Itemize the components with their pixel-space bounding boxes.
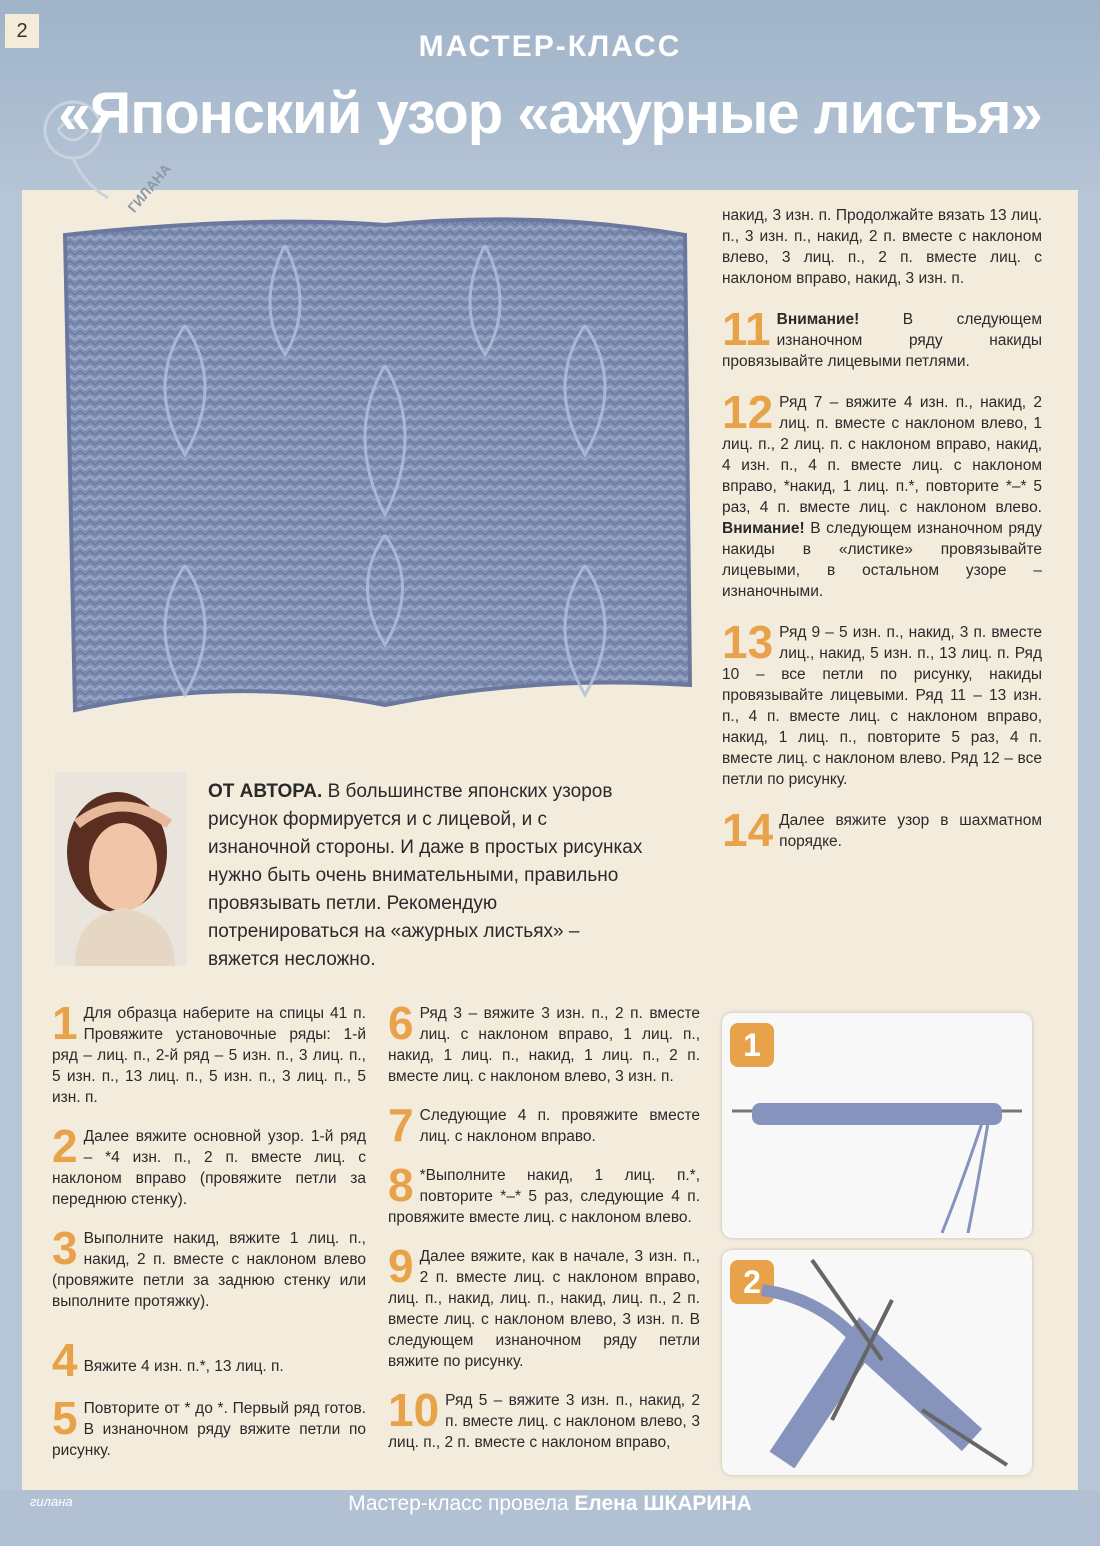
step-number: 14 bbox=[722, 804, 774, 856]
step-text: Выполните накид, вяжите 1 лиц. п., накид, 2 п. вместе с наклоном влево (провяжите петли за заднюю стенку или выполните протяжку). bbox=[52, 1230, 366, 1310]
page-title: «Японский узор «ажурные листья» bbox=[58, 81, 1042, 146]
step-13 bbox=[722, 616, 1042, 790]
author-text: В большинстве японских узоров рисунок формируется и с лицевой, и с изнаночной стороны. И даже в простых рисунках нужно быть очень внимательными, правильно провязывать петли. Рекомендую потренироваться на «ажурных листьях» – вяжется несложно. bbox=[208, 781, 643, 970]
step-9 bbox=[388, 1246, 700, 1372]
step-text: Далее вяжите узор в шахматном порядке. bbox=[779, 812, 1042, 850]
left-border bbox=[0, 190, 22, 1490]
step-5 bbox=[52, 1398, 366, 1461]
needles-knitting-image bbox=[722, 1250, 1032, 1475]
step-text: Далее вяжите, как в начале, 3 изн. п., 2 п. вместе лиц. с наклоном вправо, лиц. п., накид, лиц. п., накид, лиц. п., 2 п. вместе лиц. с наклоном влево, 3 изн. п. В следующем изнаночном ряду петли вяжите по рисунку. bbox=[388, 1248, 700, 1370]
page-number: 2 bbox=[5, 14, 39, 48]
steps-column-a bbox=[52, 1003, 366, 1479]
step-number: 8 bbox=[388, 1165, 414, 1211]
step-14 bbox=[722, 804, 1042, 856]
footer-logo: гилана bbox=[30, 1494, 73, 1509]
right-border bbox=[1078, 190, 1100, 1490]
step-text: Далее вяжите основной узор. 1-й ряд – *4 изн. п., 2 п. вместе лиц. с наклоном вправо (провяжите петли за переднюю стенку). bbox=[52, 1128, 366, 1208]
step-text: Следующие 4 п. провяжите вместе лиц. с наклоном вправо. bbox=[419, 1107, 700, 1145]
step-number: 12 bbox=[722, 386, 774, 438]
step-number: 1 bbox=[52, 1003, 78, 1049]
footer-prefix: Мастер-класс провела bbox=[348, 1492, 575, 1515]
step-10-continuation: накид, 3 изн. п. Продолжайте вязать 13 лиц. п., 3 изн. п., накид, 2 п. вместе с наклоном влево, 3 лиц. п., 2 п. вместе лиц. с наклоном вправо, накид, 3 изн. п. bbox=[722, 207, 1042, 287]
photo-number: 2 bbox=[730, 1260, 774, 1304]
step-text: Повторите от * до *. Первый ряд готов. В изнаночном ряду вяжите петли по рисунку. bbox=[52, 1400, 366, 1459]
step-photo-2 bbox=[722, 1250, 1032, 1475]
step-12 bbox=[722, 386, 1042, 602]
step-text: Ряд 9 – 5 изн. п., накид, 3 п. вместе лиц., накид, 5 изн. п., 13 лиц. п. Ряд 10 – все петли по рисунку, накиды провязывайте лицевыми. Ряд 11 – 13 изн. п., 4 п. вместе лиц. с наклоном вправо, накид, 1 лиц. п., повторите 5 раз, 4 п. вместе лиц. с наклоном влево. Ряд 12 – все петли по рисунку. bbox=[722, 624, 1042, 788]
step-photo-1 bbox=[722, 1013, 1032, 1238]
footer-credit bbox=[0, 1492, 1100, 1516]
step-8 bbox=[388, 1165, 700, 1228]
step-text: *Выполните накид, 1 лиц. п.*, повторите *–* 5 раз, следующие 4 п. провяжите вместе лиц. с наклоном влево. bbox=[388, 1167, 700, 1226]
step-number: 9 bbox=[388, 1246, 414, 1292]
author-note bbox=[208, 778, 648, 974]
step-2 bbox=[52, 1126, 366, 1210]
step-11 bbox=[722, 303, 1042, 372]
watermark-text: ГИЛАНА bbox=[124, 160, 174, 216]
step-number: 5 bbox=[52, 1398, 78, 1444]
step-1 bbox=[52, 1003, 366, 1108]
photo-number: 1 bbox=[730, 1023, 774, 1067]
step-number: 4 bbox=[52, 1340, 78, 1380]
step-text: Вяжите 4 изн. п.*, 13 лиц. п. bbox=[83, 1358, 284, 1375]
knitted-swatch-image bbox=[55, 205, 695, 725]
author-label: ОТ АВТОРА. bbox=[208, 781, 323, 802]
kicker: МАСТЕР-КЛАСС bbox=[418, 30, 682, 63]
step-text: В следующем изнаночном ряду накиды провязывайте лицевыми петлями. bbox=[722, 311, 1042, 370]
step-text: Ряд 3 – вяжите 3 изн. п., 2 п. вместе лиц. с наклоном вправо, 1 лиц. п., накид, 1 лиц. п., накид, 1 лиц. п., 2 п. вместе лиц. с наклоном влево, 3 изн. п. bbox=[388, 1005, 700, 1085]
step-number: 7 bbox=[388, 1105, 414, 1147]
footer-author: Елена ШКАРИНА bbox=[574, 1492, 752, 1515]
author-photo bbox=[55, 772, 187, 966]
step-warning: Внимание! bbox=[722, 520, 805, 537]
step-3 bbox=[52, 1228, 366, 1312]
step-text: Для образца наберите на спицы 41 п. Провяжите установочные ряды: 1-й ряд – лиц. п., 2-й ряд – 5 изн. п., 3 лиц. п., 5 изн. п., 13 лиц. п., 5 изн. п., 3 лиц. п., 5 изн. п. bbox=[52, 1005, 366, 1106]
step-7 bbox=[388, 1105, 700, 1147]
needle-cast-on-image bbox=[722, 1013, 1032, 1238]
steps-column-b bbox=[388, 1003, 700, 1471]
step-number: 3 bbox=[52, 1228, 78, 1274]
step-10 bbox=[388, 1390, 700, 1453]
step-warning: Внимание! bbox=[776, 311, 860, 328]
step-6 bbox=[388, 1003, 700, 1087]
step-text: Ряд 7 – вяжите 4 изн. п., накид, 2 лиц. п. вместе с наклоном влево, 1 лиц. п., 2 лиц. п. с наклоном вправо, накид, 4 изн. п., 4 п. вместе лиц. с наклоном вправо, *накид, 1 лиц. п.*, повторите *–* 5 раз, 4 п. вместе лиц. с наклоном влево. bbox=[722, 394, 1042, 516]
step-4 bbox=[52, 1340, 366, 1380]
step-text: Ряд 5 – вяжите 3 изн. п., накид, 2 п. вместе лиц. с наклоном влево, 3 лиц. п., 2 п. вместе с наклоном вправо, bbox=[388, 1392, 700, 1451]
step-number: 11 bbox=[722, 303, 771, 355]
step-number: 10 bbox=[388, 1390, 440, 1436]
step-number: 6 bbox=[388, 1003, 414, 1049]
step-number: 2 bbox=[52, 1126, 78, 1172]
step-number: 13 bbox=[722, 616, 774, 668]
right-column bbox=[722, 205, 1042, 856]
step-text: В следующем изнаночном ряду накиды в «листике» провязывайте лицевыми, в остальном узоре – изнаночными. bbox=[722, 520, 1042, 600]
